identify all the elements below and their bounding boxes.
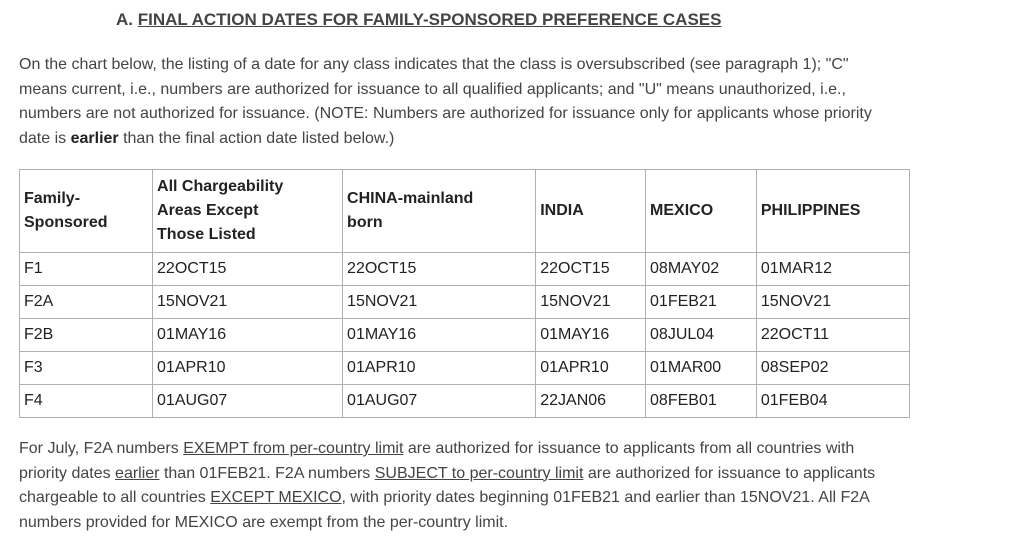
table-cell: 08SEP02 — [756, 352, 909, 385]
table-cell: 08JUL04 — [646, 319, 757, 352]
header-china: CHINA-mainland born — [343, 170, 536, 253]
table-row — [20, 286, 910, 319]
table-cell: 01MAR00 — [646, 352, 757, 385]
footer-underlined-text: SUBJECT to per-country limit — [374, 464, 584, 482]
table-cell: 15NOV21 — [153, 286, 343, 319]
table-row — [20, 253, 910, 286]
footer-text: are authorized for issuance to applicants from all countries with priority dates — [19, 440, 855, 482]
table-cell: F2A — [20, 286, 153, 319]
table-cell: 22OCT15 — [153, 253, 343, 286]
header-philippines: PHILIPPINES — [756, 170, 909, 253]
table-row — [20, 319, 910, 352]
table-cell: 01MAY16 — [343, 319, 536, 352]
table-cell: F3 — [20, 352, 153, 385]
table-row — [20, 385, 910, 418]
table-cell: F1 — [20, 253, 153, 286]
table-cell: 01APR10 — [153, 352, 343, 385]
footer-text: than 01FEB21. F2A numbers — [159, 464, 375, 482]
intro-paragraph — [19, 53, 899, 151]
table-cell: 01AUG07 — [343, 385, 536, 418]
table-cell: 01APR10 — [536, 352, 646, 385]
table-cell: 01APR10 — [343, 352, 536, 385]
footer-text: are authorized for issuance to applicants chargeable to all countries — [19, 464, 876, 506]
table-cell: 22OCT15 — [343, 253, 536, 286]
footer-text: For July, F2A numbers — [19, 440, 184, 457]
footer-text: , with priority dates beginning 01FEB21 and earlier than 15NOV21. All F2A numbers provided for MEXICO are exempt from the per-country limit. — [19, 489, 869, 531]
table-cell: 01AUG07 — [153, 385, 343, 418]
footer-underlined-text: EXEMPT from per-country limit — [183, 440, 404, 457]
intro-bold-earlier: earlier — [70, 129, 119, 147]
table-cell: 01MAY16 — [536, 319, 646, 352]
table-cell: 22JAN06 — [536, 385, 646, 418]
table-cell: 01MAR12 — [756, 253, 909, 286]
table-cell: 08FEB01 — [646, 385, 757, 418]
table-cell: 15NOV21 — [756, 286, 909, 319]
intro-text-part2: than the final action date listed below.) — [118, 129, 395, 147]
header-india: INDIA — [536, 170, 646, 253]
table-cell: F4 — [20, 385, 153, 418]
header-all-chargeability: All Chargeability Areas Except Those Listed — [153, 170, 343, 253]
table-cell: 22OCT11 — [756, 319, 909, 352]
footer-underlined-text: EXCEPT MEXICO — [210, 489, 342, 506]
table-cell: 15NOV21 — [536, 286, 646, 319]
footer-paragraph — [19, 437, 899, 535]
header-family-sponsored: Family- Sponsored — [20, 170, 153, 253]
table-cell: 01FEB21 — [646, 286, 757, 319]
section-heading — [116, 10, 721, 30]
section-heading-prefix: A. — [116, 10, 133, 29]
intro-text-part1: On the chart below, the listing of a date for any class indicates that the class is oversubscribed (see paragraph 1); "C" means current, i.e., numbers are authorized for issuance to all qualified applicants; and "U" means unauthorized, i.e., numbers are not authorized for issuance. (NOTE: Numbers are authorized for issuance only for applicants whose priority date is — [19, 56, 872, 147]
table-cell: 01FEB04 — [756, 385, 909, 418]
table-cell: 08MAY02 — [646, 253, 757, 286]
section-heading-title: FINAL ACTION DATES FOR FAMILY-SPONSORED PREFERENCE CASES — [137, 10, 722, 29]
header-mexico: MEXICO — [646, 170, 757, 253]
table-cell: 15NOV21 — [343, 286, 536, 319]
footer-underlined-text: earlier — [115, 464, 160, 482]
table-cell: F2B — [20, 319, 153, 352]
final-action-dates-table — [19, 169, 910, 418]
table-row — [20, 352, 910, 385]
table-cell: 22OCT15 — [536, 253, 646, 286]
table-header-row — [20, 170, 910, 253]
table-cell: 01MAY16 — [153, 319, 343, 352]
